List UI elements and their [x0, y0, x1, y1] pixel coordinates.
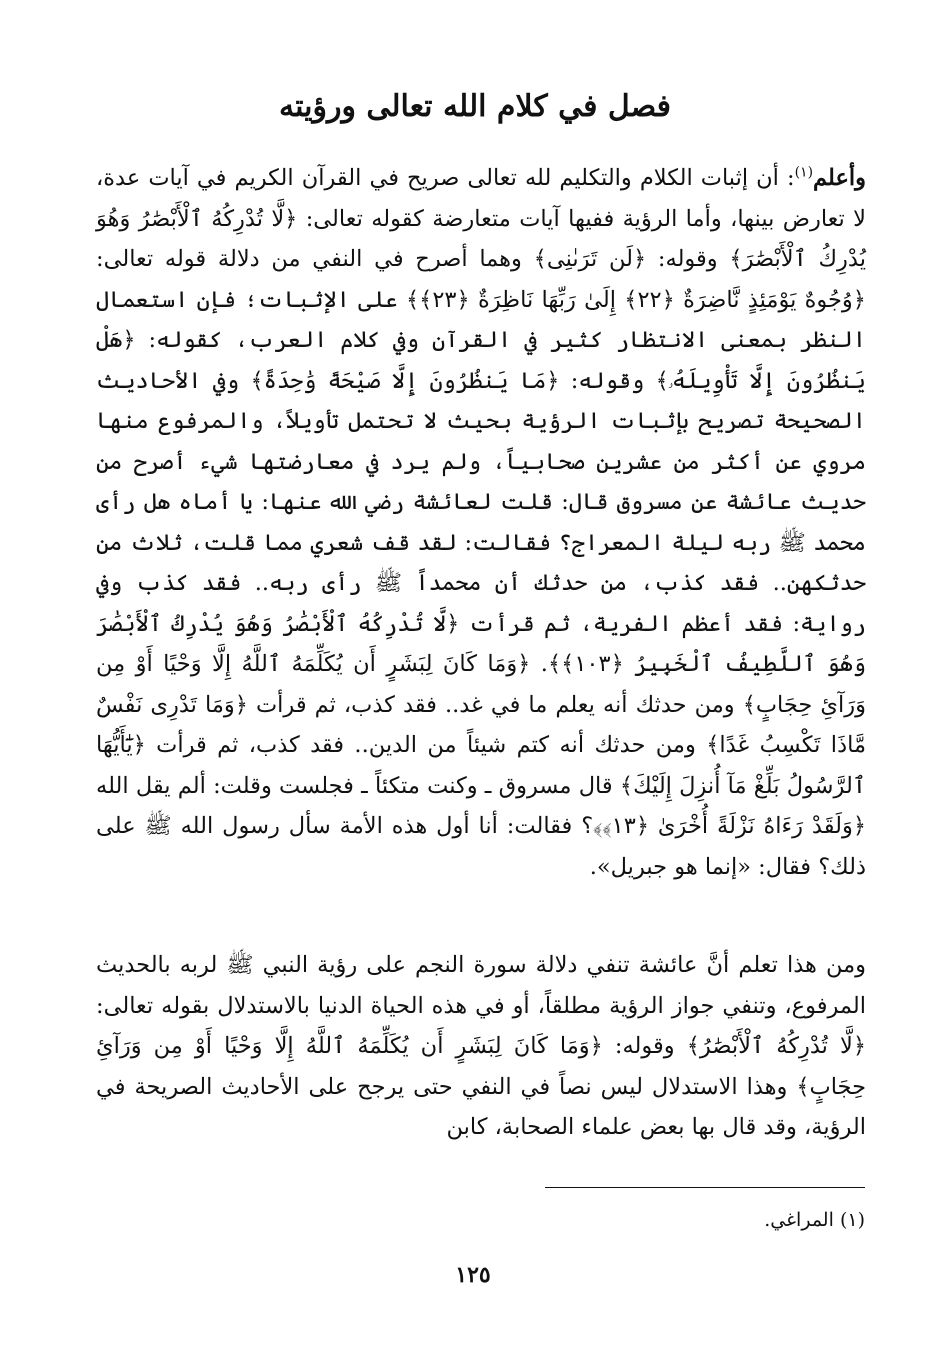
- section-title: فصل في كلام الله تعالى ورؤيته: [279, 89, 671, 124]
- paragraph-second: ومن هذا تعلم أنَّ عائشة تنفي دلالة سورة النجم على رؤية النبي ﷺ لربه بالحديث المرفوع، وتنفي جواز الرؤية مطلقاً، أو في هذه الحياة الدنيا بالاستدلال بقوله تعالى: ﴿لَّا تُدْرِكُهُ ٱلْأَبْصَٰرُ﴾ وقوله: ﴿وَمَا كَانَ لِبَشَرٍ أَن يُكَلِّمَهُ ٱللَّهُ إِلَّا وَحْيًا أَوْ مِن وَرَآئِ حِجَابٍ﴾ وهذا الاستدلال ليس نصاً في النفي حتى يرجح على الأحاديث الصريحة في الرؤية، وقد قال بها بعض علماء الصحابة، كابن: [96, 952, 866, 1140]
- page-number: ١٢٥: [455, 1262, 491, 1288]
- paragraph-main: [96, 158, 866, 887]
- lead-word: وأعلم: [813, 165, 866, 191]
- footnote-text: المراغي.: [764, 1209, 834, 1231]
- footnote-reference[interactable]: (١): [794, 164, 814, 181]
- paragraph-main-text: : أن إثبات الكلام والتكليم لله تعالى صريح في القرآن الكريم في آيات عدة، لا تعارض بينها، وأما الرؤية ففيها آيات متعارضة كقوله تعالى: ﴿لَّا تُدْرِكُهُ ٱلْأَبْصَٰرُ وَهُوَ يُدْرِكُ ٱلْأَبْصَٰرَ﴾ وقوله: ﴿لَن تَرَىٰنِى﴾ وهما أصرح في النفي من دلالة قوله تعالى: ﴿وُجُوهٌ يَوْمَئِذٍ نَّاضِرَةٌ ﴿٢٢﴾ إِلَىٰ رَبِّهَا نَاظِرَةٌ ﴿٢٣﴾﴾ على الإثبات؛ فإن استعمال النظر بمعنى الانتظار كثير في القرآن وفي كلام العرب، كقوله: ﴿هَلْ يَنظُرُونَ إِلَّا تَأْوِيلَهُۥ﴾ وقوله: ﴿مَا يَنظُرُونَ إِلَّا صَيْحَةً وَٰحِدَةً﴾ وفي الأحاديث الصحيحة تصريح بإثبات الرؤية بحيث لا تحتمل تأويلاً، والمرفوع منها مروي عن أكثر من عشرين صحابياً، ولم يرد في معارضتها شيء أصرح من حديث عائشة عن مسروق قال: قلت لعائشة رضي الله عنها: يا أماه هل رأى محمد ﷺ ربه ليلة المعراج؟ فقالت: لقد قف شعري مما قلت، ثلاث من حدثكهن.. فقد كذب، من حدثك أن محمداً ﷺ رأى ربه.. فقد كذب وفي رواية: فقد أعظم الفرية، ثم قرأت ﴿لَّا تُدْرِكُهُ ٱلْأَبْصَٰرُ وَهُوَ يُدْرِكُ ٱلْأَبْصَٰرَ وَهُوَ ٱللَّطِيفُ ٱلْخَبِيرُ ﴿١٠٣﴾﴾. ﴿وَمَا كَانَ لِبَشَرٍ أَن يُكَلِّمَهُ ٱللَّهُ إِلَّا وَحْيًا أَوْ مِن وَرَآئِ حِجَابٍ﴾ ومن حدثك أنه يعلم ما في غد.. فقد كذب، ثم قرأت ﴿وَمَا تَدْرِى نَفْسٌ مَّاذَا تَكْسِبُ غَدًا﴾ ومن حدثك أنه كتم شيئاً من الدين.. فقد كذب، ثم قرأت ﴿يَٰٓأَيُّهَا ٱلرَّسُولُ بَلِّغْ مَآ أُنزِلَ إِلَيْكَ﴾ قال مسروق ـ وكنت متكئاً ـ فجلست وقلت: ألم يقل الله ﴿وَلَقَدْ رَءَاهُ نَزْلَةً أُخْرَىٰ ﴿١٣﴾﴾؟ فقالت: أنا أول هذه الأمة سأل رسول الله ﷺ على ذلك؟ فقال: «إنما هو جبريل».: [96, 165, 867, 880]
- footnote-number: (١): [839, 1209, 865, 1231]
- footnote-divider: [545, 1187, 865, 1188]
- footnote-item: [500, 1205, 865, 1235]
